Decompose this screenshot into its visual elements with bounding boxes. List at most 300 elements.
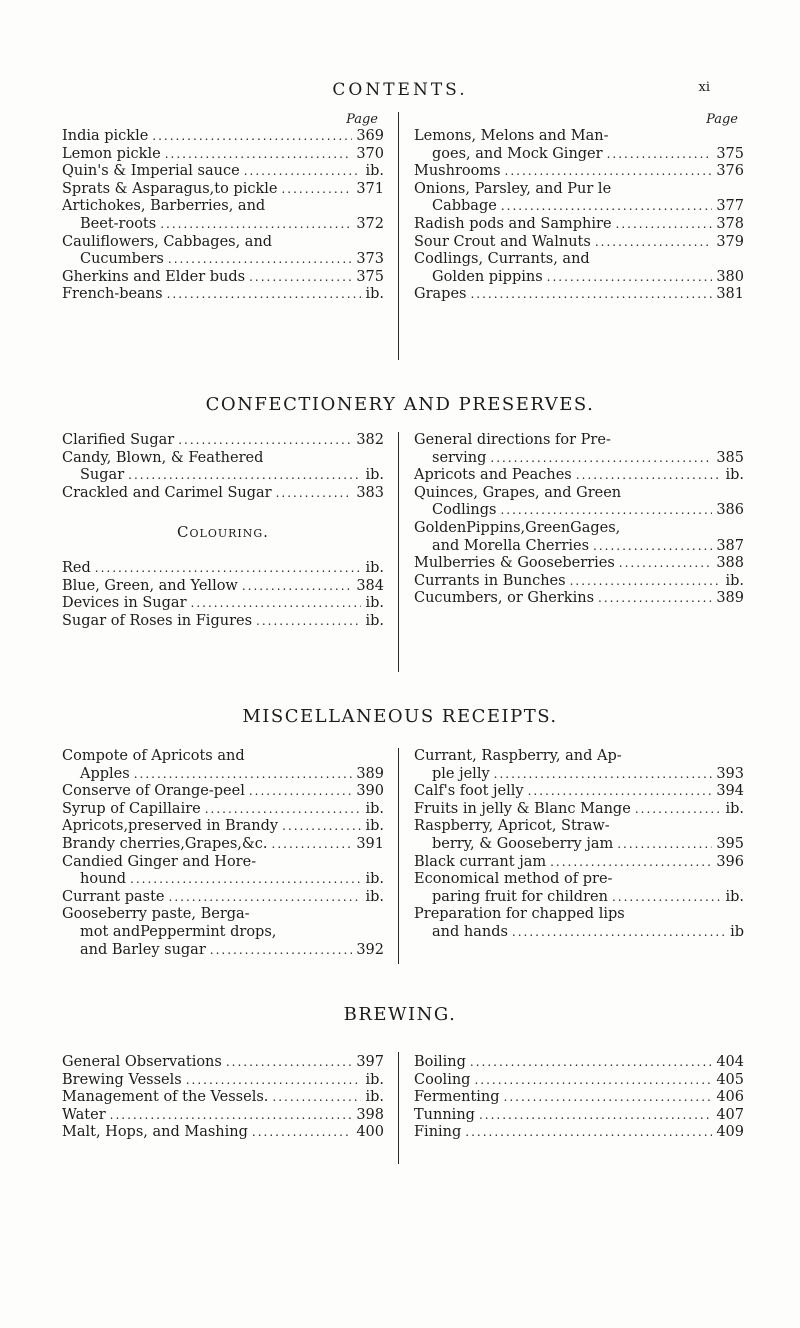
toc-entry — [62, 146, 384, 164]
entry-title-line: Codlings, Currants, and — [414, 251, 590, 268]
entry-leader-row — [414, 1072, 744, 1090]
toc-entry — [62, 163, 384, 181]
entry-page-number: 376 — [716, 163, 744, 180]
entry-page-number: 396 — [716, 853, 744, 870]
entry-leader-row — [414, 783, 744, 801]
dot-leader — [281, 181, 352, 199]
entry-title-line: Gooseberry paste, Berga- — [62, 906, 250, 923]
entry-title: Red — [62, 559, 91, 576]
entry-title: Sour Crout and Walnuts — [414, 233, 591, 250]
entry-title-line: GoldenPippins,GreenGages, — [414, 519, 621, 536]
dot-leader — [160, 216, 352, 234]
column-rule — [398, 748, 399, 964]
dot-leader — [165, 146, 353, 164]
pickles-right-column — [414, 112, 744, 304]
dot-leader — [226, 1054, 352, 1072]
entry-title: serving — [432, 449, 487, 466]
entry-page-number: ib. — [365, 286, 384, 303]
entry-leader-row — [414, 889, 744, 907]
entry-title: Devices in Sugar — [62, 595, 187, 612]
entry-page-number: 392 — [356, 941, 384, 958]
dot-leader — [465, 1124, 712, 1142]
entry-leader-row — [62, 181, 384, 199]
toc-entry — [414, 555, 744, 573]
toc-entry — [414, 1107, 744, 1125]
entry-title-line: Preparation for chapped lips — [414, 906, 625, 923]
dot-leader — [272, 836, 353, 854]
entry-page-number: 393 — [716, 765, 744, 782]
entry-leader-row — [414, 234, 744, 252]
entry-page-number: ib — [730, 923, 744, 940]
entry-page-number: ib. — [365, 612, 384, 629]
entry-leader-row — [414, 1107, 744, 1125]
confectionery-right-column — [414, 432, 744, 608]
entry-title: Mushrooms — [414, 163, 501, 180]
entry-title: Beet-roots — [80, 215, 157, 232]
dot-leader — [178, 432, 352, 450]
dot-leader — [249, 269, 352, 287]
entry-leader-row — [62, 485, 384, 503]
entry-title: Codlings — [432, 502, 497, 519]
entry-title: Water — [62, 1106, 106, 1123]
toc-entry — [62, 595, 384, 613]
entry-title: Tunning — [414, 1106, 475, 1123]
entry-title: Fermenting — [414, 1089, 500, 1106]
toc-entry — [62, 432, 384, 450]
toc-entry — [414, 1089, 744, 1107]
miscellaneous-right-column — [414, 748, 744, 942]
dot-leader — [504, 1089, 713, 1107]
page-column-label: Page — [346, 112, 378, 127]
entry-page-number: 409 — [716, 1124, 744, 1141]
entry-page-number: 390 — [356, 783, 384, 800]
entry-leader-row — [62, 560, 384, 578]
dot-leader — [512, 924, 726, 942]
toc-entry — [62, 234, 384, 269]
running-head — [0, 80, 800, 104]
entry-title: Cooling — [414, 1071, 471, 1088]
dot-leader — [612, 889, 722, 907]
dot-leader — [528, 783, 713, 801]
entry-page-number: 391 — [356, 835, 384, 852]
entry-leader-row — [414, 286, 744, 304]
entry-page-number: 380 — [716, 268, 744, 285]
dot-leader — [128, 467, 361, 485]
entry-leader-row — [62, 1107, 384, 1125]
entry-title: Gherkins and Elder buds — [62, 268, 246, 285]
entry-page-number: ib. — [365, 595, 384, 612]
dot-leader — [547, 269, 713, 287]
entry-title: goes, and Mock Ginger — [432, 145, 603, 162]
entry-page-number: ib. — [365, 467, 384, 484]
entry-title: Brewing Vessels — [62, 1071, 182, 1088]
entry-leader-row — [62, 818, 384, 836]
entry-leader-row — [62, 467, 384, 485]
entry-page-number: 404 — [716, 1054, 744, 1070]
toc-entry — [414, 871, 744, 906]
entry-leader-row — [414, 1124, 744, 1142]
toc-entry — [62, 836, 384, 854]
entry-title: Calf's foot jelly — [414, 783, 524, 800]
entry-page-number: 369 — [356, 128, 384, 144]
entry-title: Conserve of Orange-peel — [62, 783, 245, 800]
entry-leader-row — [62, 163, 384, 181]
entry-page-number: 375 — [716, 145, 744, 162]
entry-leader-row — [62, 1089, 384, 1107]
entry-title-line: Compote of Apricots and — [62, 748, 245, 764]
entry-leader-row — [62, 836, 384, 854]
subsection-heading: Colouring. — [177, 523, 269, 542]
entry-title: Sugar of Roses in Figures — [62, 612, 253, 629]
entry-title-line: Economical method of pre- — [414, 871, 613, 888]
column-rule — [398, 1052, 399, 1164]
toc-entry — [62, 198, 384, 233]
entry-title: Malt, Hops, and Mashing — [62, 1124, 248, 1141]
entry-title: and Barley sugar — [80, 941, 206, 958]
entry-page-number: ib. — [725, 888, 744, 905]
brewing-right-column — [414, 1054, 744, 1142]
entry-page-number: 387 — [716, 537, 744, 554]
entry-title: Sprats & Asparagus,to pickle — [62, 180, 278, 197]
entry-title: and hands — [432, 923, 508, 940]
entry-title: Cucumbers — [80, 251, 164, 268]
toc-entry — [62, 450, 384, 485]
toc-entry — [414, 818, 744, 853]
toc-entry — [414, 251, 744, 286]
entry-leader-row — [62, 871, 384, 889]
dot-leader — [598, 590, 712, 608]
entry-leader-row — [414, 198, 744, 216]
entry-leader-row — [62, 942, 384, 960]
entry-leader-row — [414, 836, 744, 854]
page-number: xi — [698, 80, 710, 95]
entry-page-number: ib. — [365, 871, 384, 888]
entry-title: Cabbage — [432, 198, 497, 215]
entry-page-number: ib. — [365, 888, 384, 905]
toc-entry — [414, 854, 744, 872]
dot-leader — [130, 871, 361, 889]
entry-title: Lemon pickle — [62, 145, 161, 162]
entry-page-number: ib. — [365, 1089, 384, 1106]
entry-title: Syrup of Capillaire — [62, 800, 201, 817]
entry-title-line: Artichokes, Barberries, and — [62, 198, 266, 215]
running-head-title: CONTENTS. — [332, 80, 468, 100]
entry-title: General Observations — [62, 1054, 222, 1070]
dot-leader — [191, 595, 362, 613]
toc-entry — [62, 560, 384, 578]
toc-entry — [62, 748, 384, 783]
toc-entry — [414, 573, 744, 591]
entry-leader-row — [62, 216, 384, 234]
toc-entry — [62, 1089, 384, 1107]
entry-leader-row — [414, 924, 744, 942]
entry-title: Golden pippins — [432, 268, 543, 285]
dot-leader — [607, 146, 713, 164]
entry-title-line: Currant, Raspberry, and Ap- — [414, 748, 622, 764]
entry-leader-row — [414, 1089, 744, 1107]
entry-title: Sugar — [80, 467, 125, 484]
toc-entry — [414, 1124, 744, 1142]
entry-leader-row — [414, 573, 744, 591]
dot-leader — [95, 560, 362, 578]
entry-page-number: ib. — [365, 559, 384, 576]
toc-entry — [62, 181, 384, 199]
entry-page-number: 384 — [356, 577, 384, 594]
entry-page-number: 395 — [716, 835, 744, 852]
toc-entry — [414, 128, 744, 163]
toc-entry — [414, 1054, 744, 1072]
entry-title-line: Onions, Parsley, and Pur le — [414, 180, 612, 197]
entry-leader-row — [62, 269, 384, 287]
entry-page-number: 389 — [716, 590, 744, 607]
entry-leader-row — [414, 163, 744, 181]
entry-page-number: 385 — [716, 449, 744, 466]
entry-page-number: 381 — [716, 286, 744, 303]
entry-page-number: 379 — [716, 233, 744, 250]
dot-leader — [570, 573, 722, 591]
entry-page-number: ib. — [365, 1071, 384, 1088]
dot-leader — [249, 783, 352, 801]
entry-leader-row — [62, 783, 384, 801]
dot-leader — [169, 889, 362, 907]
entry-title-line: mot andPeppermint drops, — [80, 923, 277, 940]
dot-leader — [168, 251, 352, 269]
toc-entry — [62, 578, 384, 596]
toc-entry — [414, 520, 744, 555]
toc-entry — [414, 485, 744, 520]
dot-leader — [550, 854, 712, 872]
toc-entry — [414, 163, 744, 181]
entry-leader-row — [62, 889, 384, 907]
dot-leader — [244, 163, 362, 181]
dot-leader — [505, 163, 713, 181]
entry-title: ple jelly — [432, 765, 490, 782]
entry-title-line: Quinces, Grapes, and Green — [414, 484, 622, 501]
toc-entry — [62, 801, 384, 819]
dot-leader — [635, 801, 722, 819]
toc-entry — [62, 1124, 384, 1142]
entry-page-number: 397 — [356, 1054, 384, 1070]
dot-leader — [576, 467, 722, 485]
toc-entry — [414, 906, 744, 941]
entry-leader-row — [62, 432, 384, 450]
toc-entry — [62, 906, 384, 959]
entry-page-number: 388 — [716, 555, 744, 572]
entry-page-number: ib. — [725, 800, 744, 817]
page-column-label: Page — [706, 112, 738, 127]
entry-page-number: 394 — [716, 783, 744, 800]
entry-title: Black currant jam — [414, 853, 547, 870]
entry-leader-row — [414, 146, 744, 164]
entry-page-number: 407 — [716, 1106, 744, 1123]
entry-title-line: Lemons, Melons and Man- — [414, 128, 609, 144]
toc-entry — [62, 286, 384, 304]
entry-title: Fruits in jelly & Blanc Mange — [414, 800, 631, 817]
entry-page-number: 377 — [716, 198, 744, 215]
entry-page-number: 398 — [356, 1106, 384, 1123]
toc-entry — [62, 818, 384, 836]
entry-leader-row — [62, 766, 384, 784]
dot-leader — [282, 818, 361, 836]
entry-title: Grapes — [414, 286, 467, 303]
entry-leader-row — [62, 801, 384, 819]
entry-title-line: Candy, Blown, & Feathered — [62, 449, 264, 466]
entry-title-line: General directions for Pre- — [414, 432, 611, 448]
dot-leader — [205, 801, 362, 819]
dot-leader — [494, 766, 713, 784]
entry-page-number: 405 — [716, 1071, 744, 1088]
entry-title: Clarified Sugar — [62, 432, 175, 448]
toc-entry — [62, 1054, 384, 1072]
entry-page-number: ib. — [725, 572, 744, 589]
dot-leader — [479, 1107, 712, 1125]
entry-title: Apples — [80, 765, 130, 782]
entry-title: Management of the Vessels. — [62, 1089, 269, 1106]
entry-title: Mulberries & Gooseberries — [414, 555, 615, 572]
dot-leader — [210, 942, 353, 960]
dot-leader — [186, 1072, 362, 1090]
toc-entry — [414, 216, 744, 234]
entry-leader-row — [414, 538, 744, 556]
dot-leader — [470, 286, 712, 304]
toc-entry — [414, 432, 744, 467]
toc-entry — [414, 1072, 744, 1090]
entry-page-number: 370 — [356, 145, 384, 162]
dot-leader — [272, 1089, 361, 1107]
dot-leader — [470, 1054, 712, 1072]
dot-leader — [490, 450, 712, 468]
entry-leader-row — [414, 1054, 744, 1072]
dot-leader — [167, 286, 362, 304]
entry-leader-row — [62, 286, 384, 304]
section-heading-confectionery: CONFECTIONERY AND PRESERVES. — [205, 394, 595, 415]
toc-entry — [414, 801, 744, 819]
dot-leader — [501, 198, 713, 216]
entry-page-number: 406 — [716, 1089, 744, 1106]
dot-leader — [616, 216, 713, 234]
toc-entry — [62, 485, 384, 503]
entry-title-line: Candied Ginger and Hore- — [62, 853, 257, 870]
entry-leader-row — [62, 578, 384, 596]
dot-leader — [593, 538, 712, 556]
entry-page-number: 373 — [356, 251, 384, 268]
entry-title: Fining — [414, 1124, 462, 1141]
entry-page-number: ib. — [365, 800, 384, 817]
entry-page-number: 375 — [356, 268, 384, 285]
toc-entry — [414, 181, 744, 216]
entry-leader-row — [62, 146, 384, 164]
dot-leader — [500, 502, 712, 520]
entry-page-number: 383 — [356, 484, 384, 501]
entry-leader-row — [414, 555, 744, 573]
toc-entry — [414, 783, 744, 801]
entry-title: paring fruit for children — [432, 888, 608, 905]
entry-title: Apricots and Peaches — [414, 467, 572, 484]
entry-title: Brandy cherries,Grapes,&c. — [62, 835, 268, 852]
entry-title: hound — [80, 871, 127, 888]
entry-leader-row — [62, 1054, 384, 1072]
entry-leader-row — [414, 590, 744, 608]
dot-leader — [110, 1107, 353, 1125]
entry-title: Currant paste — [62, 888, 165, 905]
entry-leader-row — [62, 595, 384, 613]
entry-leader-row — [414, 766, 744, 784]
toc-entry — [414, 590, 744, 608]
entry-page-number: 372 — [356, 215, 384, 232]
entry-page-number: 389 — [356, 765, 384, 782]
entry-leader-row — [414, 216, 744, 234]
entry-page-number: 382 — [356, 432, 384, 448]
entry-title-line: Cauliflowers, Cabbages, and — [62, 233, 273, 250]
confectionery-left-column — [62, 432, 384, 630]
column-rule — [398, 432, 399, 672]
dot-leader — [252, 1124, 352, 1142]
entry-title: India pickle — [62, 128, 149, 144]
entry-title: Crackled and Carimel Sugar — [62, 484, 272, 501]
miscellaneous-left-column — [62, 748, 384, 959]
toc-entry — [414, 748, 744, 783]
entry-title: Boiling — [414, 1054, 466, 1070]
toc-entry — [62, 1107, 384, 1125]
entry-leader-row — [62, 251, 384, 269]
entry-leader-row — [62, 613, 384, 631]
entry-title: berry, & Gooseberry jam — [432, 835, 614, 852]
toc-entry — [62, 613, 384, 631]
entry-page-number: 400 — [356, 1124, 384, 1141]
dot-leader — [256, 613, 361, 631]
entry-title: Cucumbers, or Gherkins — [414, 590, 595, 607]
toc-entry — [62, 128, 384, 146]
entry-title: Apricots,preserved in Brandy — [62, 818, 279, 835]
dot-leader — [617, 836, 712, 854]
dot-leader — [619, 555, 713, 573]
toc-entry — [62, 889, 384, 907]
toc-entry — [62, 269, 384, 287]
entry-leader-row — [414, 450, 744, 468]
toc-entry — [62, 1072, 384, 1090]
entry-page-number: 386 — [716, 502, 744, 519]
toc-entry — [414, 467, 744, 485]
entry-title: French-beans — [62, 286, 163, 303]
entry-leader-row — [414, 801, 744, 819]
toc-entry — [414, 234, 744, 252]
entry-page-number: ib. — [365, 818, 384, 835]
toc-entry — [414, 286, 744, 304]
entry-leader-row — [414, 854, 744, 872]
dot-leader — [152, 128, 352, 146]
section-heading-brewing: BREWING. — [343, 1004, 457, 1025]
dot-leader — [242, 578, 352, 596]
entry-title: Quin's & Imperial sauce — [62, 163, 240, 180]
dot-leader — [276, 485, 353, 503]
pickles-left-column — [62, 112, 384, 304]
section-heading-miscellaneous: MISCELLANEOUS RECEIPTS. — [242, 706, 558, 727]
toc-entry — [62, 783, 384, 801]
entry-title: Blue, Green, and Yellow — [62, 577, 238, 594]
entry-leader-row — [414, 467, 744, 485]
entry-leader-row — [62, 128, 384, 146]
entry-title-line: Raspberry, Apricot, Straw- — [414, 818, 610, 835]
entry-page-number: ib. — [365, 163, 384, 180]
entry-page-number: 378 — [716, 215, 744, 232]
entry-page-number: ib. — [725, 467, 744, 484]
dot-leader — [474, 1072, 712, 1090]
entry-leader-row — [62, 1072, 384, 1090]
entry-leader-row — [62, 1124, 384, 1142]
entry-title: Radish pods and Samphire — [414, 215, 612, 232]
entry-title: Currants in Bunches — [414, 572, 566, 589]
entry-leader-row — [414, 269, 744, 287]
